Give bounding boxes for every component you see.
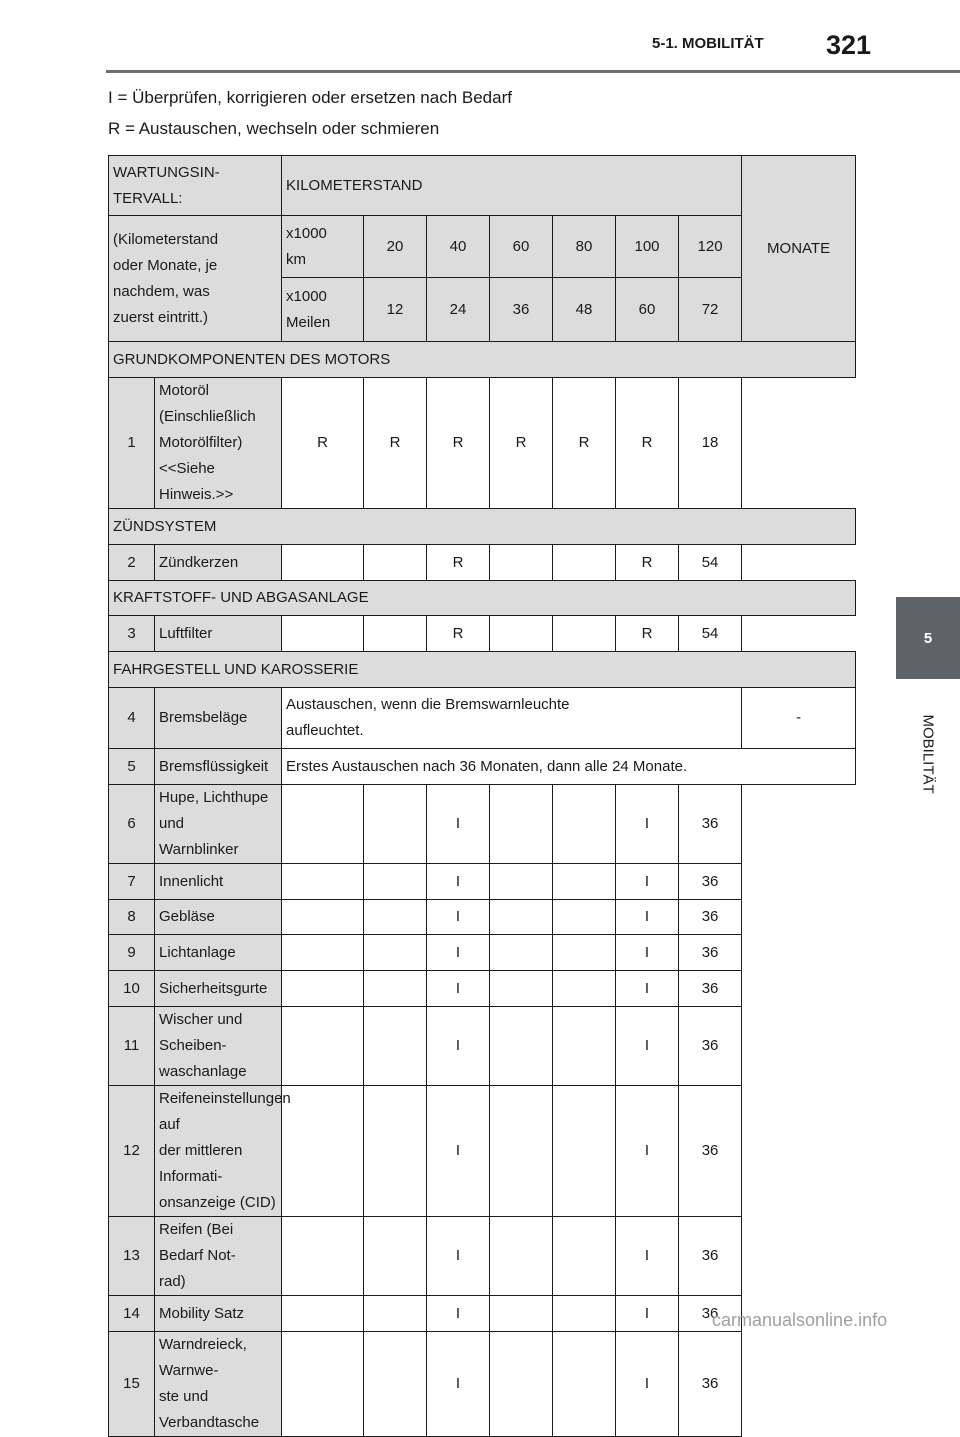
interval-cell [282, 545, 364, 581]
interval-cell [490, 935, 553, 971]
item-name: Mobility Satz [155, 1296, 282, 1332]
interval-cell [553, 1007, 616, 1086]
interval-cell: I [616, 971, 679, 1007]
interval-cell [490, 864, 553, 900]
months-value: 36 [679, 1007, 742, 1086]
header-section-title: 5-1. MOBILITÄT [652, 35, 764, 52]
interval-cell: R [553, 378, 616, 509]
interval-cell: I [427, 1217, 490, 1296]
table-row [109, 1086, 856, 1217]
row-number: 13 [109, 1217, 155, 1296]
item-name: Motoröl (Einschließlich Motorölfilter) <<Siehe Hinweis.>> [155, 378, 282, 509]
interval-cell [553, 785, 616, 864]
months-value: 36 [679, 1217, 742, 1296]
interval-cell [364, 1332, 427, 1437]
interval-cell [282, 1007, 364, 1086]
table-row [109, 1332, 856, 1437]
item-name: Reifeneinstellungen auf der mittleren Informati- onsanzeige (CID) [155, 1086, 282, 1217]
chapter-label: MOBILITÄT [919, 714, 937, 794]
maintenance-schedule-table [108, 155, 856, 1437]
interval-cell: R [364, 378, 427, 509]
table-row [109, 378, 856, 509]
interval-cell [490, 1007, 553, 1086]
section-row [109, 342, 856, 378]
interval-cell [282, 1332, 364, 1437]
interval-cell [490, 1086, 553, 1217]
page-number: 321 [826, 30, 872, 60]
months-value: 36 [679, 971, 742, 1007]
interval-label: WARTUNGSIN- TERVALL: [109, 156, 282, 216]
item-name: Innenlicht [155, 864, 282, 900]
miles-value: 48 [553, 278, 616, 342]
interval-cell: I [427, 1086, 490, 1217]
table-row [109, 1217, 856, 1296]
km-value: 20 [364, 216, 427, 278]
months-value: 36 [679, 1086, 742, 1217]
interval-cell: R [490, 378, 553, 509]
row-number: 4 [109, 688, 155, 749]
interval-cell [364, 1296, 427, 1332]
item-name: Hupe, Lichthupe und Warnblinker [155, 785, 282, 864]
interval-cell [553, 1217, 616, 1296]
row-number: 3 [109, 616, 155, 652]
interval-cell [364, 1086, 427, 1217]
km-unit: x1000 km [282, 216, 364, 278]
interval-cell: I [427, 864, 490, 900]
interval-cell: I [427, 785, 490, 864]
interval-cell: I [427, 1332, 490, 1437]
interval-cell: R [427, 545, 490, 581]
interval-cell: I [427, 1296, 490, 1332]
interval-cell [364, 935, 427, 971]
row-number: 14 [109, 1296, 155, 1332]
months-value: 36 [679, 1332, 742, 1437]
row-number: 8 [109, 900, 155, 935]
item-name: Bremsflüssigkeit [155, 749, 282, 785]
interval-cell: I [427, 971, 490, 1007]
table-row [109, 545, 856, 581]
interval-cell [364, 971, 427, 1007]
interval-cell: R [616, 378, 679, 509]
interval-cell [553, 900, 616, 935]
months-value: 54 [679, 616, 742, 652]
interval-cell [490, 971, 553, 1007]
months-value: 36 [679, 785, 742, 864]
months-value: 36 [679, 1296, 742, 1332]
row-number: 6 [109, 785, 155, 864]
interval-cell [364, 1217, 427, 1296]
km-value: 100 [616, 216, 679, 278]
legend-inspect: I = Überprüfen, korrigieren oder ersetzen nach Bedarf [108, 88, 512, 107]
interval-cell [553, 616, 616, 652]
item-name: Lichtanlage [155, 935, 282, 971]
interval-cell [282, 935, 364, 971]
interval-cell [490, 1332, 553, 1437]
miles-value: 12 [364, 278, 427, 342]
table-row [109, 971, 856, 1007]
item-note: Erstes Austauschen nach 36 Monaten, dann alle 24 Monate. [282, 749, 856, 785]
interval-cell [282, 900, 364, 935]
odometer-label: KILOMETERSTAND [282, 156, 742, 216]
interval-cell [364, 1007, 427, 1086]
table-header-row [109, 156, 856, 216]
chapter-tab [896, 597, 960, 679]
interval-cell: I [616, 785, 679, 864]
row-number: 7 [109, 864, 155, 900]
interval-cell [553, 1332, 616, 1437]
row-number: 2 [109, 545, 155, 581]
section-row [109, 509, 856, 545]
interval-cell: I [616, 1332, 679, 1437]
interval-cell: I [616, 1086, 679, 1217]
interval-cell [490, 616, 553, 652]
interval-cell: I [427, 935, 490, 971]
interval-cell [553, 864, 616, 900]
item-name: Gebläse [155, 900, 282, 935]
interval-cell [553, 1086, 616, 1217]
watermark: carmanualsonline.info [712, 1310, 888, 1330]
item-name: Bremsbeläge [155, 688, 282, 749]
months-value: 36 [679, 935, 742, 971]
months-value: 18 [679, 378, 742, 509]
interval-cell [553, 545, 616, 581]
interval-cell: I [616, 935, 679, 971]
interval-cell [364, 864, 427, 900]
interval-cell [282, 864, 364, 900]
months-label: MONATE [742, 156, 856, 342]
table-row [109, 688, 856, 749]
table-row [109, 616, 856, 652]
interval-cell: I [616, 1007, 679, 1086]
interval-cell: I [616, 1217, 679, 1296]
table-row [109, 1007, 856, 1086]
row-number: 15 [109, 1332, 155, 1437]
km-value: 60 [490, 216, 553, 278]
item-note: Austauschen, wenn die Bremswarnleuchte aufleuchtet. [282, 688, 742, 749]
interval-cell [490, 900, 553, 935]
interval-cell: R [427, 378, 490, 509]
item-name: Reifen (Bei Bedarf Not- rad) [155, 1217, 282, 1296]
row-number: 11 [109, 1007, 155, 1086]
km-value: 120 [679, 216, 742, 278]
interval-cell [364, 545, 427, 581]
legend-replace: R = Austauschen, wechseln oder schmieren [108, 119, 440, 138]
months-value: 54 [679, 545, 742, 581]
interval-cell [282, 1086, 364, 1217]
item-name: Warndreieck, Warnwe- ste und Verbandtasche [155, 1332, 282, 1437]
interval-cell: R [616, 616, 679, 652]
item-name: Zündkerzen [155, 545, 282, 581]
item-name: Luftfilter [155, 616, 282, 652]
row-number: 9 [109, 935, 155, 971]
miles-value: 36 [490, 278, 553, 342]
chapter-number: 5 [923, 629, 933, 647]
section-row [109, 581, 856, 616]
item-name: Sicherheitsgurte [155, 971, 282, 1007]
section-heading: GRUNDKOMPONENTEN DES MOTORS [109, 342, 856, 378]
interval-cell: I [427, 900, 490, 935]
interval-note: (Kilometerstand oder Monate, je nachdem, was zuerst eintritt.) [109, 216, 282, 342]
table-row [109, 749, 856, 785]
interval-cell [553, 971, 616, 1007]
table-row [109, 785, 856, 864]
section-row [109, 652, 856, 688]
months-value: 36 [679, 864, 742, 900]
miles-value: 60 [616, 278, 679, 342]
interval-cell [364, 785, 427, 864]
table-row [109, 864, 856, 900]
interval-cell [490, 545, 553, 581]
interval-cell [490, 1217, 553, 1296]
interval-cell: I [427, 1007, 490, 1086]
months-value: 36 [679, 900, 742, 935]
row-number: 10 [109, 971, 155, 1007]
row-number: 1 [109, 378, 155, 509]
interval-cell [364, 616, 427, 652]
miles-value: 72 [679, 278, 742, 342]
interval-cell: R [616, 545, 679, 581]
miles-unit: x1000 Meilen [282, 278, 364, 342]
interval-cell [490, 785, 553, 864]
section-heading: FAHRGESTELL UND KAROSSERIE [109, 652, 856, 688]
table-row [109, 900, 856, 935]
interval-cell [490, 1296, 553, 1332]
interval-cell [282, 616, 364, 652]
km-value: 80 [553, 216, 616, 278]
table-row [109, 935, 856, 971]
interval-cell: R [282, 378, 364, 509]
interval-cell [282, 1296, 364, 1332]
interval-cell [282, 785, 364, 864]
interval-cell [553, 935, 616, 971]
section-heading: KRAFTSTOFF- UND ABGASANLAGE [109, 581, 856, 616]
header-divider [106, 70, 960, 73]
interval-cell: I [616, 900, 679, 935]
interval-cell: I [616, 1296, 679, 1332]
row-number: 12 [109, 1086, 155, 1217]
interval-cell [364, 900, 427, 935]
interval-cell [282, 971, 364, 1007]
row-number: 5 [109, 749, 155, 785]
interval-cell: R [427, 616, 490, 652]
interval-cell [553, 1296, 616, 1332]
section-heading: ZÜNDSYSTEM [109, 509, 856, 545]
interval-cell [282, 1217, 364, 1296]
miles-value: 24 [427, 278, 490, 342]
item-name: Wischer und Scheiben- waschanlage [155, 1007, 282, 1086]
months-value: - [742, 688, 856, 749]
km-value: 40 [427, 216, 490, 278]
interval-cell: I [616, 864, 679, 900]
